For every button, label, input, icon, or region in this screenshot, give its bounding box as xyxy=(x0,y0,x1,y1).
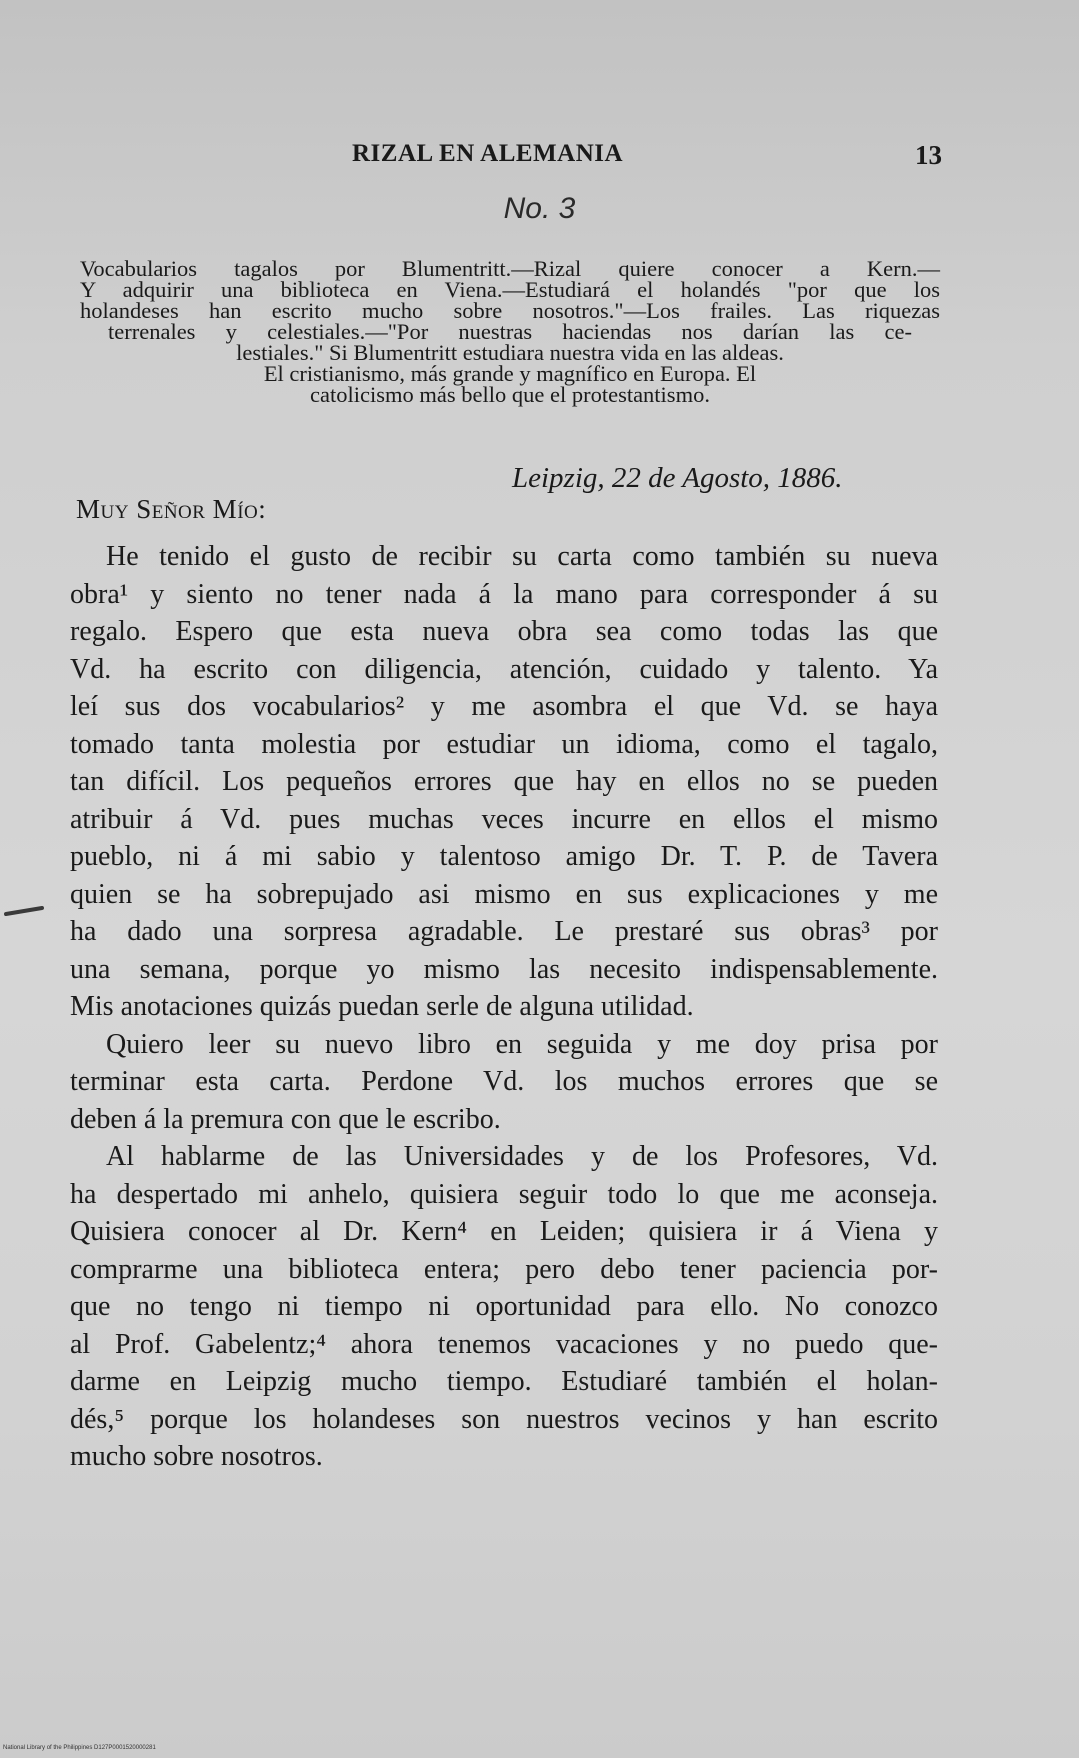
body-line: tan difícil. Los pequeños errores que hay en ellos no se pueden xyxy=(70,766,938,797)
body-line: obra¹ y siento no tener nada á la mano para corresponder á su xyxy=(70,578,938,610)
letter-summary xyxy=(80,258,940,405)
body-line: deben á la premura con que le escribo. xyxy=(70,1103,501,1135)
summary-line: holandeses han escrito mucho sobre nosotros."—Los frailes. Las riquezas xyxy=(80,298,940,323)
summary-line: terrenales y celestiales.—"Por nuestras haciendas nos darían las ce- xyxy=(108,319,912,344)
body-line: al Prof. Gabelentz;⁴ ahora tenemos vacaciones y no puedo que- xyxy=(70,1328,938,1360)
letter-body xyxy=(70,538,938,1476)
summary-line: Vocabularios tagalos por Blumentritt.—Rizal quiere conocer a Kern.— xyxy=(80,256,940,281)
body-line: pueblo, ni á mi sabio y talentoso amigo Dr. T. P. de Tavera xyxy=(70,841,938,872)
running-head xyxy=(0,140,1079,180)
body-line: darme en Leipzig mucho tiempo. Estudiaré también el holan- xyxy=(70,1366,938,1397)
body-line: ha dado una sorpresa agradable. Le prestaré sus obras³ por xyxy=(70,916,938,947)
body-line: tomado tanta molestia por estudiar un idioma, como el tagalo, xyxy=(70,728,938,760)
body-line: ha despertado mi anhelo, quisiera seguir todo lo que me aconseja. xyxy=(70,1178,938,1210)
body-line: quien se ha sobrepujado asi mismo en sus explicaciones y me xyxy=(70,878,938,910)
summary-line: lestiales." Si Blumentritt estudiara nuestra vida en las aldeas. xyxy=(236,340,784,365)
summary-line: El cristianismo, más grande y magnífico en Europa. El xyxy=(263,361,757,386)
body-line: Quisiera conocer al Dr. Kern⁴ en Leiden; quisiera ir á Viena y xyxy=(70,1216,938,1247)
body-line: comprarme una biblioteca entera; pero debo tener paciencia por- xyxy=(70,1253,938,1285)
body-line: una semana, porque yo mismo las necesito indispensablemente. xyxy=(70,953,938,985)
library-stamp: National Library of the Philippines D127P0001520000281 xyxy=(3,1745,156,1751)
body-line: regalo. Espero que esta nueva obra sea como todas las que xyxy=(70,616,938,647)
summary-line: Y adquirir una biblioteca en Viena.—Estudiará el holandés "por que los xyxy=(80,277,940,302)
body-line: He tenido el gusto de recibir su carta como también su nueva xyxy=(106,541,938,572)
body-line: dés,⁵ porque los holandeses son nuestros vecinos y han escrito xyxy=(70,1403,938,1435)
body-line: Quiero leer su nuevo libro en seguida y me doy prisa por xyxy=(106,1028,938,1060)
salutation: Muy Señor Mío: xyxy=(76,494,267,524)
body-line: mucho sobre nosotros. xyxy=(70,1441,323,1472)
body-line: que no tengo ni tiempo ni oportunidad para ello. No conozco xyxy=(70,1291,938,1322)
body-line: leí sus dos vocabularios² y me asombra el que Vd. se haya xyxy=(70,691,938,722)
pencil-margin-mark xyxy=(4,905,44,917)
running-title: RIZAL EN ALEMANIA xyxy=(352,140,624,167)
body-line: Al hablarme de las Universidades y de los Profesores, Vd. xyxy=(106,1141,938,1172)
body-line: Vd. ha escrito con diligencia, atención, cuidado y talento. Ya xyxy=(70,653,938,685)
body-line: atribuir á Vd. pues muchas veces incurre en ellos el mismo xyxy=(70,803,938,835)
summary-line: catolicismo más bello que el protestantismo. xyxy=(310,382,710,407)
place-date: Leipzig, 22 de Agosto, 1886. xyxy=(512,462,843,494)
letter-number: No. 3 xyxy=(503,192,576,225)
page-number: 13 xyxy=(915,140,942,170)
body-line: terminar esta carta. Perdone Vd. los muchos errores que se xyxy=(70,1066,938,1097)
body-line: Mis anotaciones quizás puedan serle de alguna utilidad. xyxy=(70,991,694,1022)
